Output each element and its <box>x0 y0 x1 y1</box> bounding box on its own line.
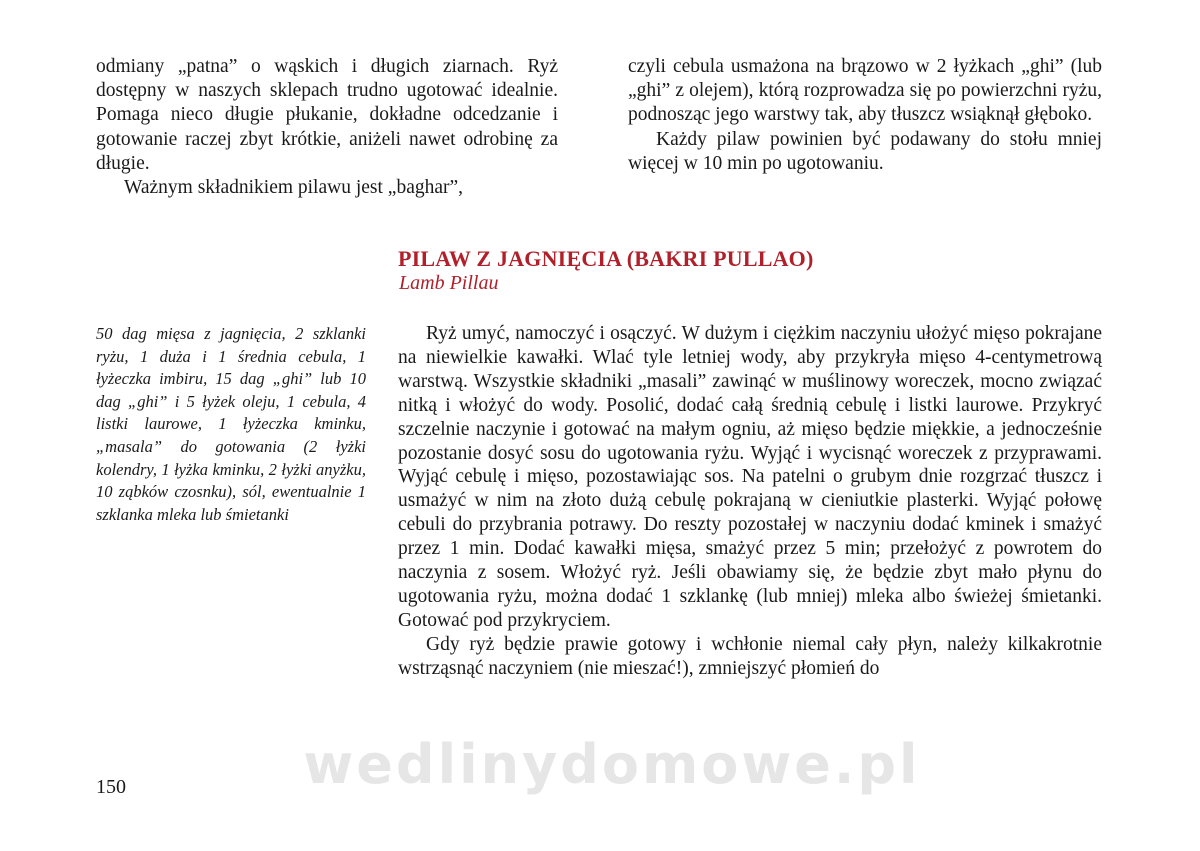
top-right-paragraph-2: Każdy pilaw powinien być podawany do stołu mniej więcej w 10 min po ugotowaniu. <box>628 128 1102 174</box>
top-left-paragraph-2: Ważnym składnikiem pilawu jest „baghar”, <box>124 177 464 199</box>
recipe-title: PILAW Z JAGNIĘCIA (BAKRI PULLAO) <box>398 246 814 271</box>
top-right-column <box>628 55 1102 176</box>
top-right-paragraph-1: czyli cebula usmażona na brązowo w 2 łyżkach „ghi” (lub „ghi” z olejem), którą rozprowadza się po powierzchni ryżu, podnosząc jego warstwy tak, aby tłuszcz wsiąknął głęboko. <box>628 56 1102 126</box>
recipe-subtitle: Lamb Pillau <box>399 272 499 294</box>
top-left-paragraph-1: odmiany „patna” o wąskich i długich ziarnach. Ryż dostępny w naszych sklepach trudno ugotować idealnie. Pomaga nieco długie płukanie, dokładne odcedzanie i gotowanie raczej zbyt krótkie, aniżeli nawet odrobinę za długie. <box>96 56 558 174</box>
ingredients-list: 50 dag mięsa z jagnięcia, 2 szklanki ryżu, 1 duża i 1 średnia cebula, 1 łyżeczka imbiru, 15 dag „ghi” lub 10 dag „ghi” i 5 łyżek oleju, 1 cebula, 4 listki laurowe, 1 łyżeczka kminku, „masala” do gotowania (2 łyżki kolendry, 1 łyżka kminku, 2 łyżki anyżku, 10 ząbków czosnku), sól, ewentualnie 1 szklanka mleka lub śmietanki <box>96 324 366 524</box>
method-paragraph-1: Ryż umyć, namoczyć i osączyć. W dużym i ciężkim naczyniu ułożyć mięso pokrajane na niewielkie kawałki. Wlać tyle letniej wody, aby przykryła mięso 4-centymetrową warstwą. Wszystkie składniki „masali” zawinąć w muślinowy woreczek, mocno związać nitką i włożyć do wody. Posolić, dodać całą średnią cebulę i listki laurowe. Przykryć szczelnie naczynie i gotować na małym ogniu, aż mięso będzie miękkie, a jednocześnie pozostanie dosyć sosu do ugotowania ryżu. Wyjąć i wycisnąć woreczek z przyprawami. Wyjąć cebulę i mięso, pozostawiając sos. Na patelni o grubym dnie rozgrzać tłuszcz i usmażyć w nim na złoto dużą cebulę pokrajaną w cieniutkie plasterki. Wyjąć połowę cebuli do przybrania potrawy. Do reszty pozostałej w naczyniu dodać kminek i smażyć przez 1 min. Dodać kawałki mięsa, smażyć przez 5 min; przełożyć z powrotem do naczynia z sosem. Włożyć ryż. Jeśli obawiamy się, że będzie zbyt mało płynu do ugotowania ryżu, można dodać 1 szklankę (lub mniej) mleka albo świeżej śmietanki. Gotować pod przykryciem. <box>398 323 1102 631</box>
page-number: 150 <box>96 776 126 798</box>
watermark: wedlinydomowe.pl <box>303 733 921 796</box>
method-paragraph-2: Gdy ryż będzie prawie gotowy i wchłonie niemal cały płyn, należy kilkakrotnie wstrząsnąć naczyniem (nie mieszać!), zmniejszyć płomień do <box>398 633 1102 679</box>
top-left-column <box>96 55 558 200</box>
method-text <box>398 322 1102 681</box>
